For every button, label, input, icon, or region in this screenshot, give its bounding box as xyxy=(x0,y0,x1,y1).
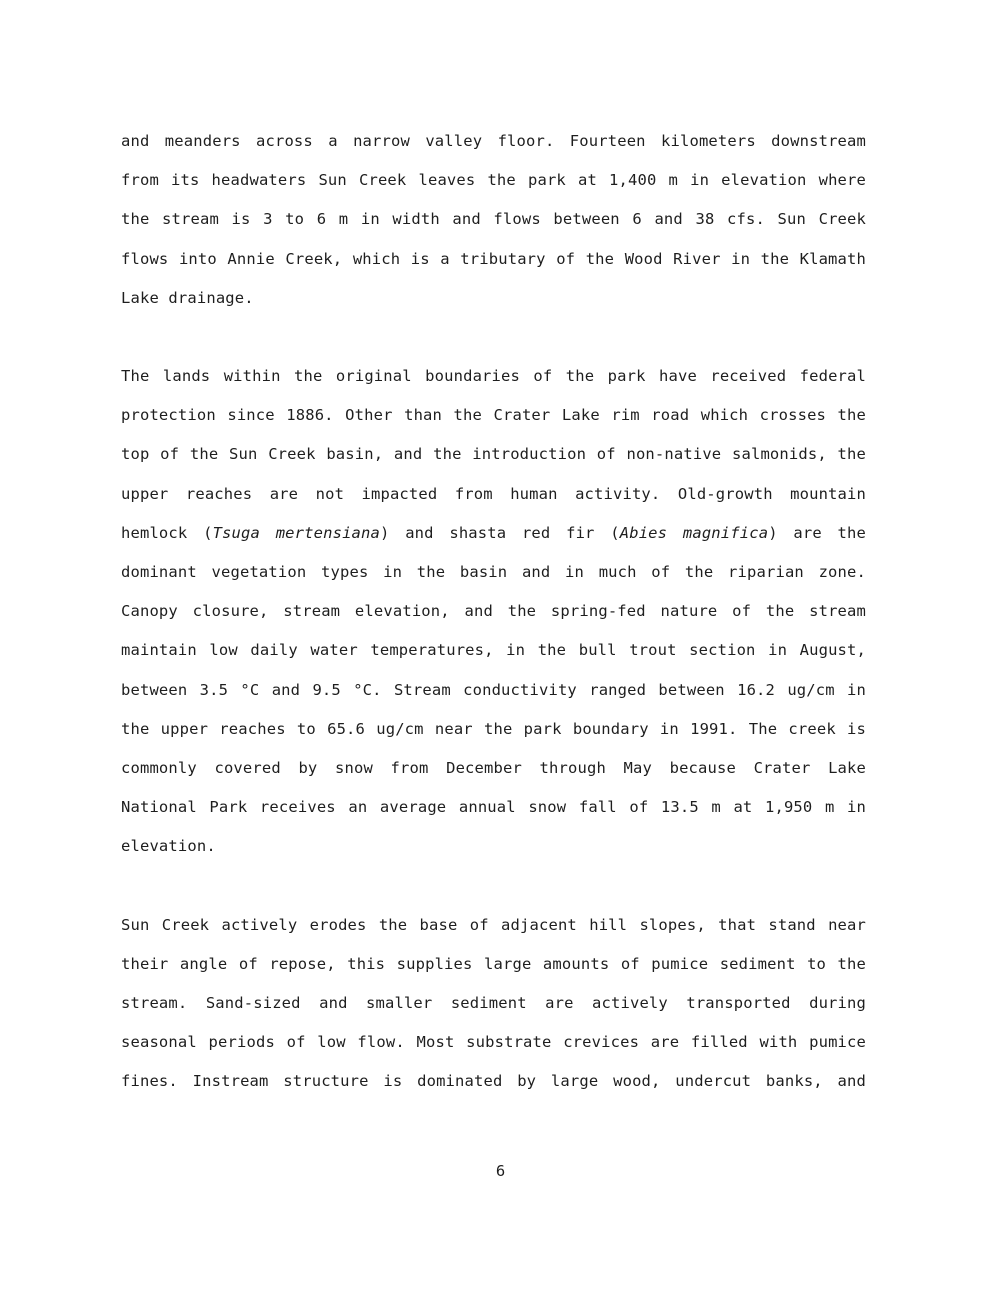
text-line: the upper reaches to 65.6 ug/cm near the park boundary in 1991. The creek is xyxy=(121,719,866,738)
text-line: and meanders across a narrow valley floor. Fourteen kilometers downstream xyxy=(121,132,866,150)
paragraph-protection-and-environment xyxy=(121,357,866,867)
paragraph-sun-creek-course xyxy=(121,122,866,318)
text-line: stream. Sand-sized and smaller sediment are actively transported during xyxy=(121,994,866,1013)
text-line: Sun Creek actively erodes the base of adjacent hill slopes, that stand near xyxy=(121,915,866,934)
species-name-hemlock: Tsuga mertensiana xyxy=(212,523,380,542)
text-fragment: hemlock ( xyxy=(121,523,213,542)
text-line: protection since 1886. Other than the Crater Lake rim road which crosses the xyxy=(121,406,866,425)
text-line: The lands within the original boundaries of the park have received federal xyxy=(121,367,866,386)
text-line: seasonal periods of low flow. Most substrate crevices are filled with pumice xyxy=(121,1033,866,1052)
text-line: their angle of repose, this supplies large amounts of pumice sediment to the xyxy=(121,954,866,973)
page-number: 6 xyxy=(495,1162,506,1180)
text-line: top of the Sun Creek basin, and the introduction of non-native salmonids, the xyxy=(121,445,866,464)
species-name-fir: Abies magnifica xyxy=(619,523,769,542)
text-line: commonly covered by snow from December through May because Crater Lake xyxy=(121,759,866,778)
text-line: fines. Instream structure is dominated by large wood, undercut banks, and xyxy=(121,1072,866,1091)
text-line: Lake drainage. xyxy=(121,288,254,307)
document-body xyxy=(121,122,866,1102)
text-line: from its headwaters Sun Creek leaves the park at 1,400 m in elevation where xyxy=(121,171,866,190)
text-line: elevation. xyxy=(121,837,216,856)
text-line: dominant vegetation types in the basin and in much of the riparian zone. xyxy=(121,563,866,582)
text-line: National Park receives an average annual snow fall of 13.5 m at 1,950 m in xyxy=(121,798,866,817)
text-fragment: ) and shasta red fir ( xyxy=(380,523,620,542)
text-line: the stream is 3 to 6 m in width and flows between 6 and 38 cfs. Sun Creek xyxy=(121,210,866,229)
text-line: Canopy closure, stream elevation, and the spring-fed nature of the stream xyxy=(121,602,866,621)
text-line-species xyxy=(121,514,866,553)
text-line: upper reaches are not impacted from human activity. Old-growth mountain xyxy=(121,484,866,503)
text-fragment: ) are the xyxy=(768,523,866,542)
paragraph-erosion-and-sediment xyxy=(121,906,866,1102)
text-line: flows into Annie Creek, which is a tributary of the Wood River in the Klamath xyxy=(121,249,866,268)
text-line: between 3.5 °C and 9.5 °C. Stream conductivity ranged between 16.2 ug/cm in xyxy=(121,680,866,699)
text-line: maintain low daily water temperatures, in the bull trout section in August, xyxy=(121,641,866,660)
